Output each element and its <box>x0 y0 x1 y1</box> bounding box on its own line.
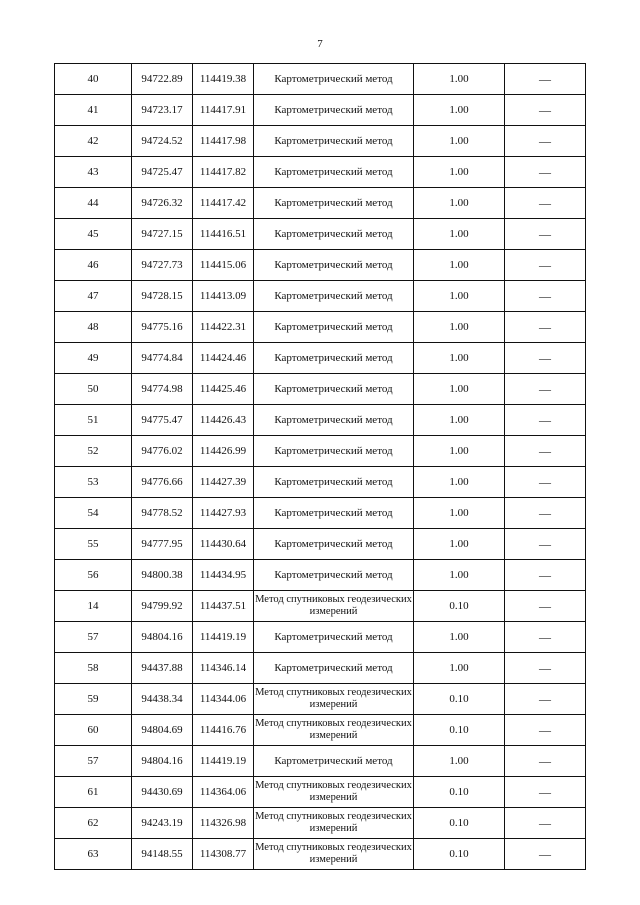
x-coordinate-cell: 94774.84 <box>132 343 193 374</box>
method-cell: Метод спутниковых геодезических измерений <box>254 715 414 746</box>
x-coordinate-cell: 94723.17 <box>132 95 193 126</box>
x-coordinate-cell: 94800.38 <box>132 560 193 591</box>
table-row <box>55 157 586 188</box>
y-coordinate-cell: 114417.82 <box>193 157 254 188</box>
y-coordinate-cell: 114344.06 <box>193 684 254 715</box>
x-coordinate-cell: 94804.16 <box>132 622 193 653</box>
y-coordinate-cell: 114419.19 <box>193 746 254 777</box>
method-cell: Картометрический метод <box>254 436 414 467</box>
method-cell: Метод спутниковых геодезических измерений <box>254 839 414 870</box>
method-cell: Метод спутниковых геодезических измерений <box>254 591 414 622</box>
method-cell: Картометрический метод <box>254 560 414 591</box>
method-cell: Картометрический метод <box>254 312 414 343</box>
accuracy-cell: 1.00 <box>414 95 505 126</box>
accuracy-cell: 1.00 <box>414 746 505 777</box>
page-number: 7 <box>317 38 323 50</box>
point-number-cell: 56 <box>55 560 132 591</box>
table-row <box>55 684 586 715</box>
table-row <box>55 405 586 436</box>
x-coordinate-cell: 94804.16 <box>132 746 193 777</box>
table-row <box>55 715 586 746</box>
table-row <box>55 64 586 95</box>
point-number-cell: 62 <box>55 808 132 839</box>
accuracy-cell: 0.10 <box>414 808 505 839</box>
y-coordinate-cell: 114416.76 <box>193 715 254 746</box>
note-cell: — <box>505 808 586 839</box>
note-cell: — <box>505 126 586 157</box>
point-number-cell: 60 <box>55 715 132 746</box>
note-cell: — <box>505 95 586 126</box>
point-number-cell: 46 <box>55 250 132 281</box>
note-cell: — <box>505 746 586 777</box>
point-number-cell: 14 <box>55 591 132 622</box>
accuracy-cell: 0.10 <box>414 591 505 622</box>
method-cell: Картометрический метод <box>254 746 414 777</box>
point-number-cell: 48 <box>55 312 132 343</box>
x-coordinate-cell: 94727.15 <box>132 219 193 250</box>
point-number-cell: 43 <box>55 157 132 188</box>
accuracy-cell: 1.00 <box>414 529 505 560</box>
coordinates-table <box>54 63 586 870</box>
table-row <box>55 560 586 591</box>
note-cell: — <box>505 591 586 622</box>
x-coordinate-cell: 94774.98 <box>132 374 193 405</box>
point-number-cell: 51 <box>55 405 132 436</box>
point-number-cell: 47 <box>55 281 132 312</box>
note-cell: — <box>505 560 586 591</box>
accuracy-cell: 1.00 <box>414 64 505 95</box>
note-cell: — <box>505 684 586 715</box>
method-cell: Метод спутниковых геодезических измерений <box>254 684 414 715</box>
point-number-cell: 63 <box>55 839 132 870</box>
point-number-cell: 54 <box>55 498 132 529</box>
y-coordinate-cell: 114417.98 <box>193 126 254 157</box>
table-row <box>55 343 586 374</box>
y-coordinate-cell: 114434.95 <box>193 560 254 591</box>
note-cell: — <box>505 436 586 467</box>
y-coordinate-cell: 114424.46 <box>193 343 254 374</box>
coordinates-table-body <box>55 64 586 870</box>
accuracy-cell: 0.10 <box>414 684 505 715</box>
point-number-cell: 50 <box>55 374 132 405</box>
x-coordinate-cell: 94777.95 <box>132 529 193 560</box>
table-row <box>55 746 586 777</box>
y-coordinate-cell: 114430.64 <box>193 529 254 560</box>
accuracy-cell: 1.00 <box>414 374 505 405</box>
note-cell: — <box>505 839 586 870</box>
y-coordinate-cell: 114419.19 <box>193 622 254 653</box>
table-row <box>55 777 586 808</box>
x-coordinate-cell: 94438.34 <box>132 684 193 715</box>
x-coordinate-cell: 94776.02 <box>132 436 193 467</box>
point-number-cell: 49 <box>55 343 132 374</box>
method-cell: Картометрический метод <box>254 64 414 95</box>
method-cell: Картометрический метод <box>254 653 414 684</box>
x-coordinate-cell: 94799.92 <box>132 591 193 622</box>
accuracy-cell: 0.10 <box>414 777 505 808</box>
x-coordinate-cell: 94726.32 <box>132 188 193 219</box>
method-cell: Картометрический метод <box>254 343 414 374</box>
point-number-cell: 52 <box>55 436 132 467</box>
accuracy-cell: 1.00 <box>414 312 505 343</box>
table-row <box>55 622 586 653</box>
point-number-cell: 59 <box>55 684 132 715</box>
y-coordinate-cell: 114426.99 <box>193 436 254 467</box>
table-row <box>55 281 586 312</box>
method-cell: Картометрический метод <box>254 157 414 188</box>
method-cell: Картометрический метод <box>254 405 414 436</box>
accuracy-cell: 1.00 <box>414 188 505 219</box>
point-number-cell: 61 <box>55 777 132 808</box>
table-row <box>55 653 586 684</box>
y-coordinate-cell: 114427.39 <box>193 467 254 498</box>
note-cell: — <box>505 64 586 95</box>
x-coordinate-cell: 94722.89 <box>132 64 193 95</box>
table-row <box>55 188 586 219</box>
point-number-cell: 42 <box>55 126 132 157</box>
x-coordinate-cell: 94437.88 <box>132 653 193 684</box>
accuracy-cell: 1.00 <box>414 467 505 498</box>
y-coordinate-cell: 114416.51 <box>193 219 254 250</box>
accuracy-cell: 1.00 <box>414 405 505 436</box>
y-coordinate-cell: 114415.06 <box>193 250 254 281</box>
accuracy-cell: 1.00 <box>414 219 505 250</box>
table-row <box>55 219 586 250</box>
y-coordinate-cell: 114308.77 <box>193 839 254 870</box>
y-coordinate-cell: 114364.06 <box>193 777 254 808</box>
note-cell: — <box>505 405 586 436</box>
x-coordinate-cell: 94728.15 <box>132 281 193 312</box>
accuracy-cell: 1.00 <box>414 498 505 529</box>
point-number-cell: 45 <box>55 219 132 250</box>
y-coordinate-cell: 114419.38 <box>193 64 254 95</box>
note-cell: — <box>505 188 586 219</box>
point-number-cell: 57 <box>55 622 132 653</box>
x-coordinate-cell: 94724.52 <box>132 126 193 157</box>
table-row <box>55 529 586 560</box>
x-coordinate-cell: 94725.47 <box>132 157 193 188</box>
method-cell: Картометрический метод <box>254 529 414 560</box>
method-cell: Картометрический метод <box>254 219 414 250</box>
y-coordinate-cell: 114413.09 <box>193 281 254 312</box>
y-coordinate-cell: 114425.46 <box>193 374 254 405</box>
method-cell: Картометрический метод <box>254 126 414 157</box>
x-coordinate-cell: 94778.52 <box>132 498 193 529</box>
note-cell: — <box>505 343 586 374</box>
y-coordinate-cell: 114417.42 <box>193 188 254 219</box>
x-coordinate-cell: 94148.55 <box>132 839 193 870</box>
table-row <box>55 250 586 281</box>
accuracy-cell: 1.00 <box>414 343 505 374</box>
y-coordinate-cell: 114426.43 <box>193 405 254 436</box>
note-cell: — <box>505 653 586 684</box>
x-coordinate-cell: 94727.73 <box>132 250 193 281</box>
point-number-cell: 53 <box>55 467 132 498</box>
point-number-cell: 58 <box>55 653 132 684</box>
y-coordinate-cell: 114427.93 <box>193 498 254 529</box>
accuracy-cell: 1.00 <box>414 560 505 591</box>
note-cell: — <box>505 622 586 653</box>
table-row <box>55 498 586 529</box>
note-cell: — <box>505 715 586 746</box>
table-row <box>55 95 586 126</box>
note-cell: — <box>505 219 586 250</box>
table-row <box>55 436 586 467</box>
table-row <box>55 374 586 405</box>
table-row <box>55 126 586 157</box>
y-coordinate-cell: 114346.14 <box>193 653 254 684</box>
note-cell: — <box>505 157 586 188</box>
table-row <box>55 808 586 839</box>
note-cell: — <box>505 529 586 560</box>
table-row <box>55 839 586 870</box>
note-cell: — <box>505 467 586 498</box>
method-cell: Картометрический метод <box>254 281 414 312</box>
method-cell: Метод спутниковых геодезических измерений <box>254 777 414 808</box>
accuracy-cell: 1.00 <box>414 622 505 653</box>
point-number-cell: 41 <box>55 95 132 126</box>
x-coordinate-cell: 94243.19 <box>132 808 193 839</box>
note-cell: — <box>505 281 586 312</box>
note-cell: — <box>505 250 586 281</box>
method-cell: Картометрический метод <box>254 498 414 529</box>
method-cell: Картометрический метод <box>254 95 414 126</box>
method-cell: Метод спутниковых геодезических измерений <box>254 808 414 839</box>
x-coordinate-cell: 94775.16 <box>132 312 193 343</box>
x-coordinate-cell: 94776.66 <box>132 467 193 498</box>
table-row <box>55 467 586 498</box>
x-coordinate-cell: 94775.47 <box>132 405 193 436</box>
y-coordinate-cell: 114417.91 <box>193 95 254 126</box>
method-cell: Картометрический метод <box>254 467 414 498</box>
note-cell: — <box>505 312 586 343</box>
method-cell: Картометрический метод <box>254 622 414 653</box>
method-cell: Картометрический метод <box>254 188 414 219</box>
point-number-cell: 40 <box>55 64 132 95</box>
point-number-cell: 55 <box>55 529 132 560</box>
note-cell: — <box>505 777 586 808</box>
accuracy-cell: 1.00 <box>414 436 505 467</box>
x-coordinate-cell: 94430.69 <box>132 777 193 808</box>
y-coordinate-cell: 114422.31 <box>193 312 254 343</box>
note-cell: — <box>505 374 586 405</box>
y-coordinate-cell: 114326.98 <box>193 808 254 839</box>
method-cell: Картометрический метод <box>254 374 414 405</box>
point-number-cell: 44 <box>55 188 132 219</box>
accuracy-cell: 0.10 <box>414 839 505 870</box>
accuracy-cell: 0.10 <box>414 715 505 746</box>
table-row <box>55 312 586 343</box>
accuracy-cell: 1.00 <box>414 653 505 684</box>
note-cell: — <box>505 498 586 529</box>
method-cell: Картометрический метод <box>254 250 414 281</box>
accuracy-cell: 1.00 <box>414 250 505 281</box>
table-row <box>55 591 586 622</box>
point-number-cell: 57 <box>55 746 132 777</box>
accuracy-cell: 1.00 <box>414 281 505 312</box>
accuracy-cell: 1.00 <box>414 126 505 157</box>
y-coordinate-cell: 114437.51 <box>193 591 254 622</box>
accuracy-cell: 1.00 <box>414 157 505 188</box>
x-coordinate-cell: 94804.69 <box>132 715 193 746</box>
